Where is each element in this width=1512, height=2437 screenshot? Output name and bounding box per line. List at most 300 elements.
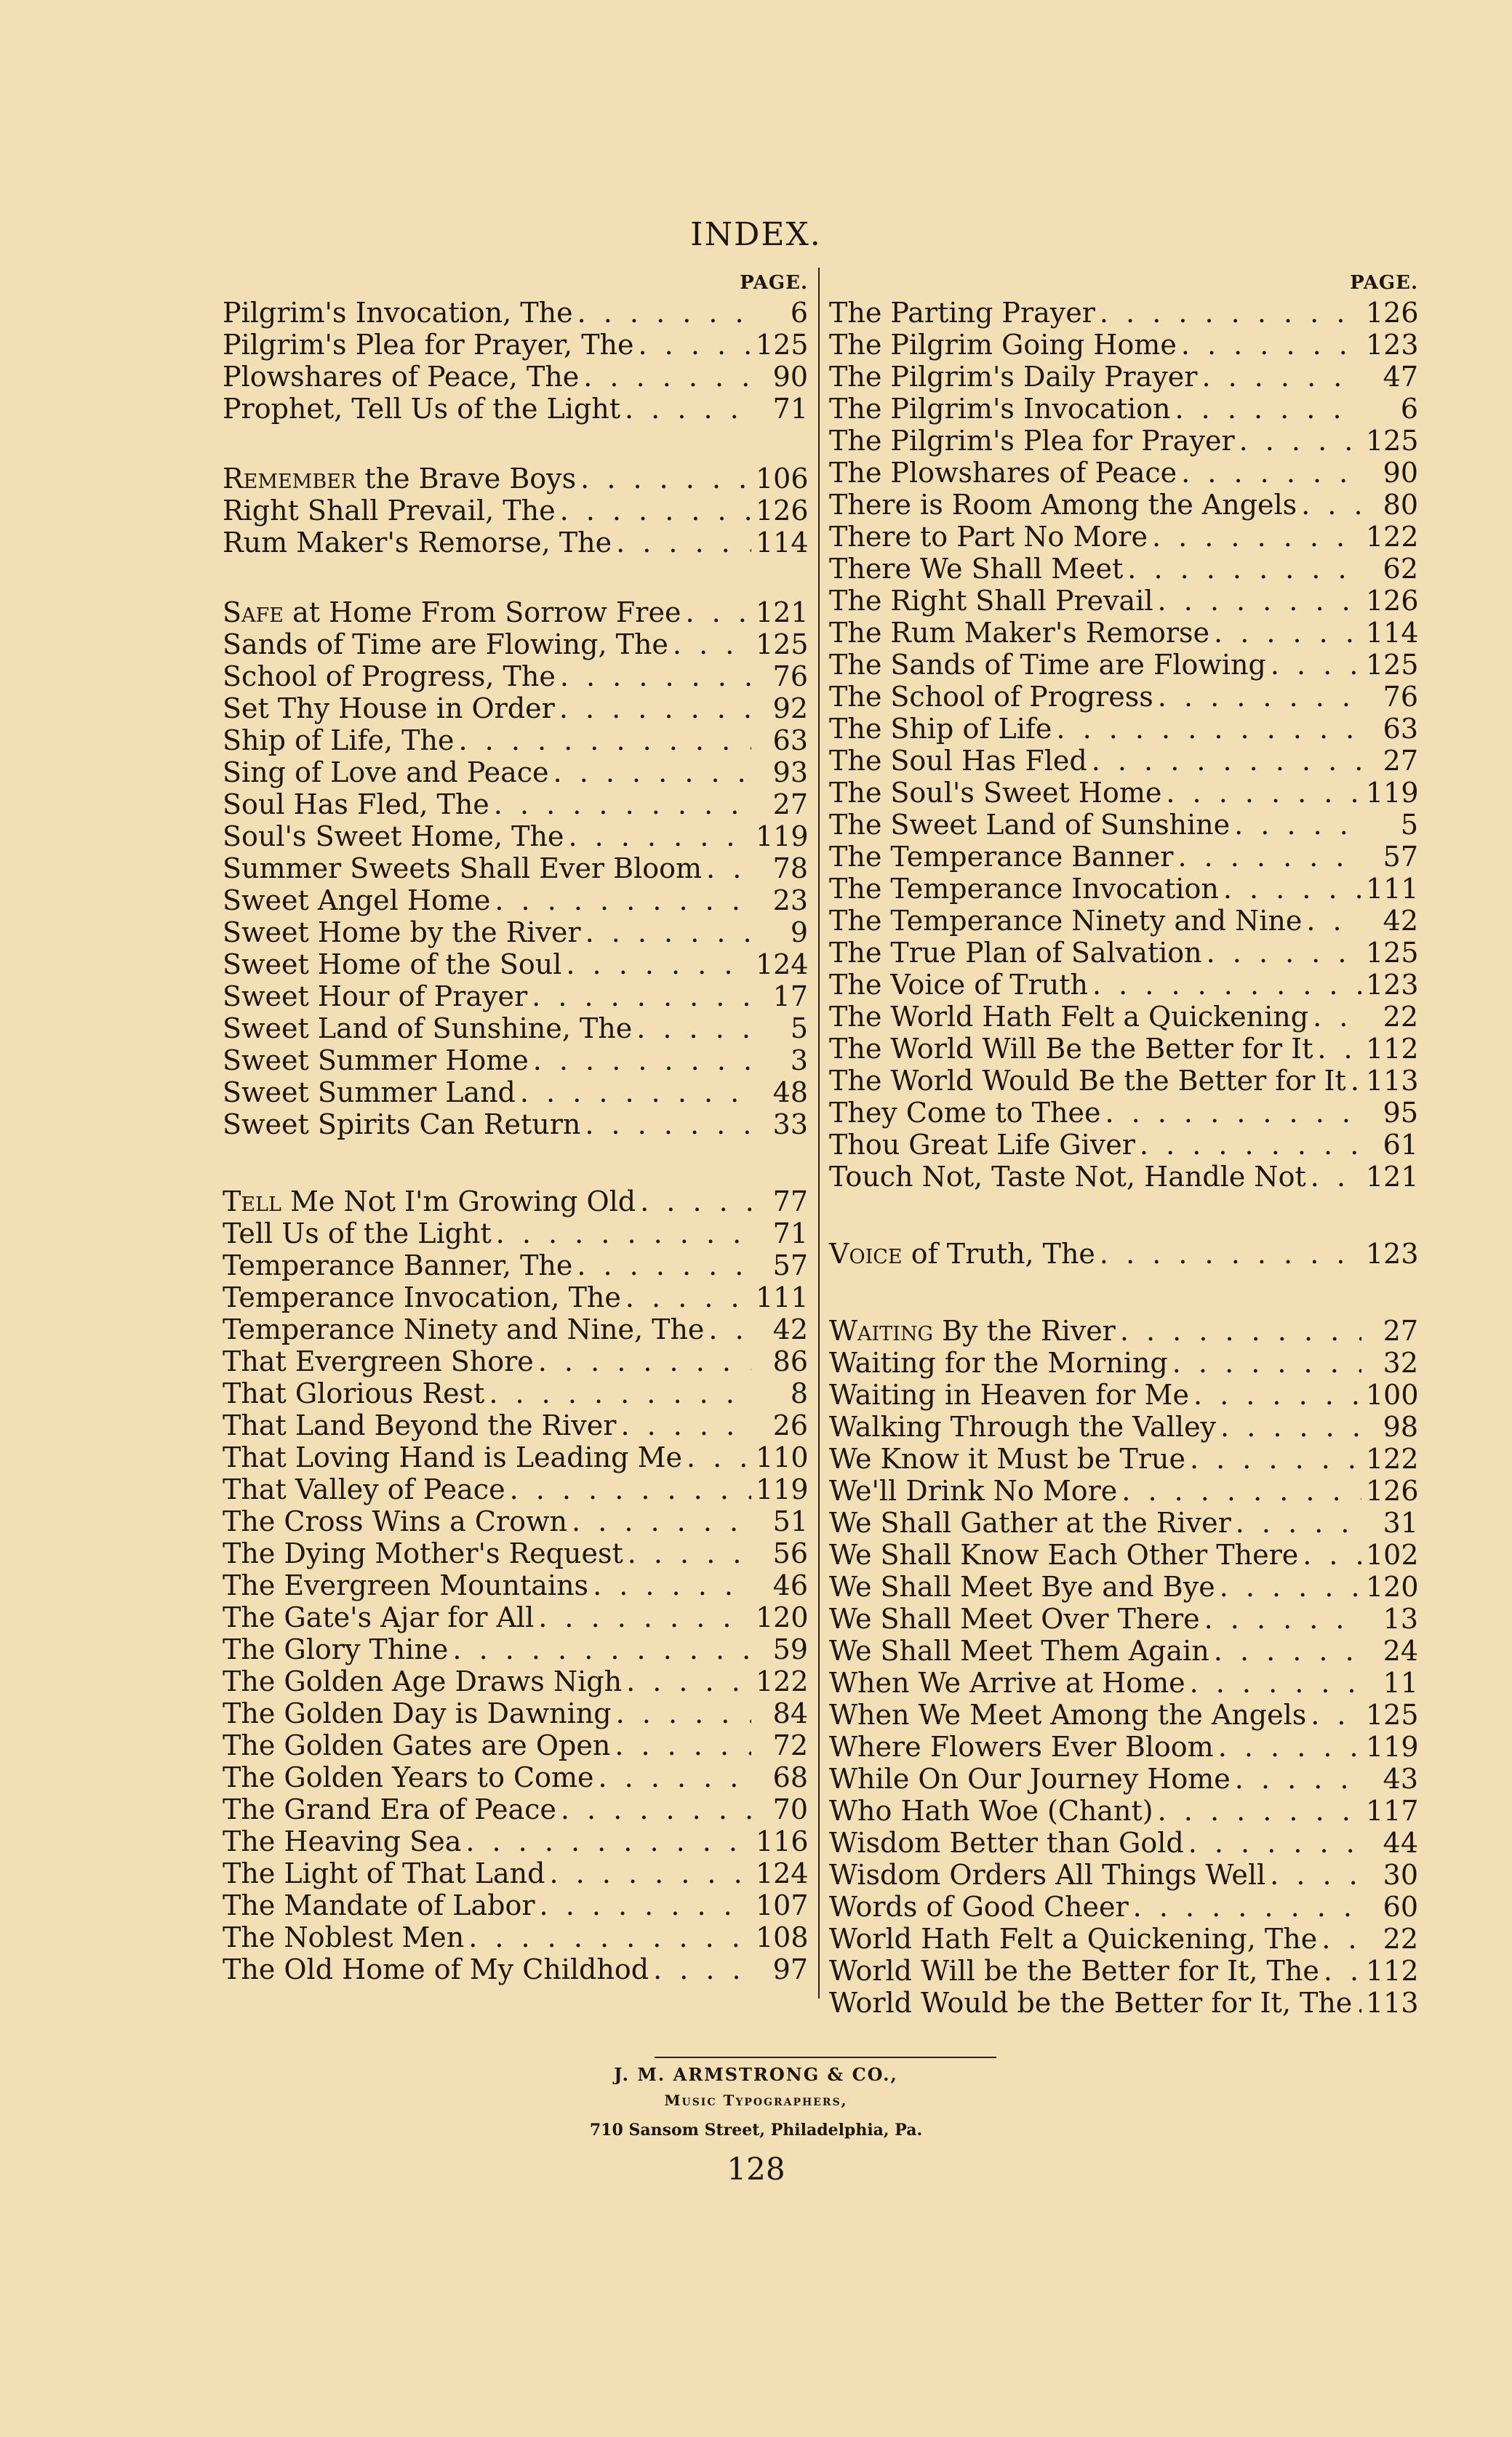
dot-leader bbox=[1120, 1315, 1361, 1347]
index-entry bbox=[829, 777, 1418, 809]
entry-title: Temperance Ninety and Nine, The bbox=[223, 1313, 705, 1345]
index-entry bbox=[223, 1313, 808, 1345]
index-entry bbox=[829, 649, 1418, 681]
index-entry bbox=[829, 1859, 1418, 1891]
index-entry bbox=[223, 1281, 808, 1313]
index-entry bbox=[829, 1097, 1418, 1129]
dot-leader bbox=[1214, 1635, 1361, 1667]
entry-page: 111 bbox=[1366, 873, 1419, 905]
dot-leader bbox=[496, 1217, 751, 1249]
dot-leader bbox=[577, 297, 751, 329]
index-entry bbox=[829, 329, 1418, 361]
dot-leader bbox=[1270, 1859, 1361, 1891]
entry-page: 123 bbox=[1366, 969, 1419, 1001]
entry-page: 42 bbox=[1383, 905, 1418, 937]
index-entry bbox=[223, 329, 808, 361]
index-entry bbox=[829, 713, 1418, 745]
printer-name: J. M. ARMSTRONG & CO., bbox=[614, 2064, 898, 2085]
entry-page: 114 bbox=[1366, 617, 1419, 649]
entry-page: 122 bbox=[1366, 521, 1419, 553]
index-group bbox=[223, 596, 808, 1140]
entry-title: Pilgrim's Invocation, The bbox=[223, 297, 573, 329]
entry-title: That Glorious Rest bbox=[223, 1377, 485, 1409]
entry-page: 122 bbox=[756, 1665, 809, 1697]
entry-page: 107 bbox=[756, 1889, 809, 1921]
dot-leader bbox=[1181, 457, 1361, 489]
entry-title: That Evergreen Shore bbox=[223, 1345, 534, 1377]
entry-title: The Temperance Ninety and Nine bbox=[829, 905, 1303, 937]
dot-leader bbox=[1220, 1411, 1361, 1443]
entry-title: The Cross Wins a Crown bbox=[223, 1505, 568, 1537]
entry-title: The Heaving Sea bbox=[223, 1825, 462, 1857]
index-entry bbox=[829, 681, 1418, 713]
entry-title: We Shall Know Each Other There bbox=[829, 1539, 1299, 1571]
dot-leader bbox=[585, 916, 751, 948]
dot-leader bbox=[520, 1076, 751, 1108]
index-entry bbox=[829, 1795, 1418, 1827]
entry-title: The Pilgrim's Daily Prayer bbox=[829, 361, 1198, 393]
dot-leader bbox=[1166, 777, 1361, 809]
dot-leader bbox=[1214, 617, 1361, 649]
entry-page: 126 bbox=[1366, 297, 1419, 329]
entry-page: 125 bbox=[1366, 425, 1419, 457]
dot-leader bbox=[706, 852, 751, 884]
dot-leader bbox=[580, 463, 751, 495]
dot-leader bbox=[1321, 1923, 1361, 1955]
index-entry bbox=[223, 1108, 808, 1140]
entry-page: 71 bbox=[772, 393, 808, 425]
entry-title: The Golden Age Draws Nigh bbox=[223, 1665, 623, 1697]
entry-title: The Sweet Land of Sunshine bbox=[829, 809, 1231, 841]
index-entry bbox=[829, 937, 1418, 969]
dot-leader bbox=[673, 628, 751, 660]
index-entry bbox=[223, 361, 808, 393]
entry-title: We Shall Gather at the River bbox=[829, 1507, 1231, 1539]
entry-page: 68 bbox=[772, 1761, 808, 1793]
entry-title: That Land Beyond the River bbox=[223, 1409, 617, 1441]
entry-title: Sands of Time are Flowing, The bbox=[223, 628, 668, 660]
entry-page: 119 bbox=[1366, 777, 1419, 809]
entry-title: The Dying Mother's Request bbox=[223, 1537, 623, 1569]
index-group bbox=[223, 463, 808, 559]
entry-title: The Mandate of Labor bbox=[223, 1889, 535, 1921]
entry-title: Sweet Summer Land bbox=[223, 1076, 516, 1108]
entry-page: 122 bbox=[1366, 1443, 1419, 1475]
entry-page: 27 bbox=[772, 788, 808, 820]
entry-page: 13 bbox=[1383, 1603, 1418, 1635]
dot-leader bbox=[559, 692, 751, 724]
dot-leader bbox=[1207, 937, 1361, 969]
entry-title: We'll Drink No More bbox=[829, 1475, 1118, 1507]
entry-page: 126 bbox=[1366, 585, 1419, 617]
entry-page: 108 bbox=[756, 1921, 809, 1953]
dot-leader bbox=[640, 1185, 751, 1217]
dot-leader bbox=[1239, 425, 1361, 457]
entry-title: Pilgrim's Plea for Prayer, The bbox=[223, 329, 634, 361]
index-entry bbox=[223, 1793, 808, 1825]
entry-page: 121 bbox=[1366, 1161, 1419, 1193]
entry-title: Voice of Truth, The bbox=[829, 1238, 1095, 1270]
dot-leader bbox=[495, 884, 751, 916]
index-entry bbox=[829, 1475, 1418, 1507]
dot-leader bbox=[489, 1377, 751, 1409]
dot-leader bbox=[639, 329, 751, 361]
index-entry bbox=[223, 1825, 808, 1857]
index-entry bbox=[223, 1953, 808, 1985]
index-group bbox=[829, 1315, 1418, 2019]
entry-page: 120 bbox=[756, 1601, 809, 1633]
entry-page: 100 bbox=[1366, 1379, 1419, 1411]
entry-page: 43 bbox=[1383, 1763, 1418, 1795]
dot-leader bbox=[1317, 1033, 1361, 1065]
dot-leader bbox=[1301, 489, 1361, 521]
dot-leader bbox=[620, 1409, 751, 1441]
entry-page: 71 bbox=[772, 1217, 808, 1249]
entry-title: Remember the Brave Boys bbox=[223, 463, 577, 495]
index-entry bbox=[829, 393, 1418, 425]
index-entry bbox=[223, 1076, 808, 1108]
index-entry bbox=[223, 660, 808, 692]
entry-page: 123 bbox=[1366, 1238, 1419, 1270]
dot-leader bbox=[1235, 1763, 1361, 1795]
dot-leader bbox=[1158, 681, 1361, 713]
dot-leader bbox=[459, 724, 752, 756]
entry-page: 5 bbox=[790, 1012, 808, 1044]
entry-title: The Temperance Invocation bbox=[829, 873, 1219, 905]
index-entry bbox=[223, 463, 808, 495]
page-title: INDEX. bbox=[690, 216, 822, 253]
entry-page: 114 bbox=[756, 527, 809, 559]
entry-page: 59 bbox=[772, 1633, 808, 1665]
dot-leader bbox=[625, 393, 751, 425]
index-entry bbox=[223, 1441, 808, 1473]
entry-title: Tell Us of the Light bbox=[223, 1217, 492, 1249]
dot-leader bbox=[1351, 1065, 1361, 1097]
index-entry bbox=[829, 1763, 1418, 1795]
entry-title: The Evergreen Mountains bbox=[223, 1569, 589, 1601]
entry-title: The Golden Gates are Open bbox=[223, 1729, 611, 1761]
index-entry bbox=[223, 393, 808, 425]
dot-leader bbox=[538, 1601, 751, 1633]
index-entry bbox=[829, 1161, 1418, 1193]
dot-leader bbox=[636, 1012, 751, 1044]
entry-page: 3 bbox=[790, 1044, 808, 1076]
dot-leader bbox=[1236, 1507, 1361, 1539]
index-entry bbox=[223, 1217, 808, 1249]
entry-page: 57 bbox=[772, 1249, 808, 1281]
dot-leader bbox=[1188, 1827, 1361, 1859]
dot-leader bbox=[615, 1729, 751, 1761]
index-entry bbox=[829, 1065, 1418, 1097]
entry-title: We Shall Meet Bye and Bye bbox=[829, 1571, 1215, 1603]
index-entry bbox=[829, 425, 1418, 457]
entry-page: 57 bbox=[1383, 841, 1418, 873]
index-entry bbox=[829, 1731, 1418, 1763]
index-entry bbox=[223, 788, 808, 820]
entry-title: Soul Has Fled, The bbox=[223, 788, 489, 820]
entry-title: The Gate's Ajar for All bbox=[223, 1601, 535, 1633]
index-entry bbox=[829, 297, 1418, 329]
dot-leader bbox=[1324, 1955, 1361, 1987]
entry-title: Plowshares of Peace, The bbox=[223, 361, 580, 393]
index-entry bbox=[223, 948, 808, 980]
index-group bbox=[829, 1238, 1418, 1270]
index-entry bbox=[223, 852, 808, 884]
index-entry bbox=[223, 1377, 808, 1409]
dot-leader bbox=[560, 495, 751, 527]
dot-leader bbox=[468, 1921, 751, 1953]
index-group bbox=[223, 1185, 808, 1985]
entry-page: 77 bbox=[772, 1185, 808, 1217]
dot-leader bbox=[628, 1537, 751, 1569]
dot-leader bbox=[510, 1473, 751, 1505]
entry-title: Sweet Hour of Prayer bbox=[223, 980, 528, 1012]
entry-title: Thou Great Life Giver bbox=[829, 1129, 1135, 1161]
entry-page: 6 bbox=[1400, 393, 1418, 425]
index-group bbox=[223, 297, 808, 425]
entry-page: 123 bbox=[1366, 329, 1419, 361]
index-entry bbox=[829, 1347, 1418, 1379]
dot-leader bbox=[568, 820, 751, 852]
entry-title: Temperance Invocation, The bbox=[223, 1281, 621, 1313]
entry-page: 98 bbox=[1383, 1411, 1418, 1443]
entry-title: The Sands of Time are Flowing bbox=[829, 649, 1266, 681]
index-entry bbox=[829, 1891, 1418, 1923]
entry-page: 56 bbox=[772, 1537, 808, 1569]
dot-leader bbox=[566, 948, 751, 980]
entry-page: 113 bbox=[1366, 1065, 1419, 1097]
entry-title: Touch Not, Taste Not, Handle Not bbox=[829, 1161, 1306, 1193]
entry-title: Sweet Home by the River bbox=[223, 916, 581, 948]
dot-leader bbox=[1092, 745, 1361, 777]
index-entry bbox=[829, 1635, 1418, 1667]
entry-page: 32 bbox=[1383, 1347, 1418, 1379]
dot-leader bbox=[1311, 1161, 1361, 1193]
entry-title: While On Our Journey Home bbox=[829, 1763, 1231, 1795]
entry-title: Walking Through the Valley bbox=[829, 1411, 1217, 1443]
entry-title: Sweet Spirits Can Return bbox=[223, 1108, 581, 1140]
index-entry bbox=[829, 489, 1418, 521]
index-entry bbox=[223, 980, 808, 1012]
entry-title: The World Would Be the Better for It bbox=[829, 1065, 1346, 1097]
entry-title: The Noblest Men bbox=[223, 1921, 465, 1953]
dot-leader bbox=[1127, 553, 1361, 585]
dot-leader bbox=[1356, 1987, 1361, 2019]
dot-leader bbox=[560, 660, 751, 692]
entry-page: 24 bbox=[1383, 1635, 1418, 1667]
entry-title: Sweet Summer Home bbox=[223, 1044, 529, 1076]
entry-title: The Glory Thine bbox=[223, 1633, 449, 1665]
entry-title: Where Flowers Ever Bloom bbox=[829, 1731, 1214, 1763]
entry-title: Words of Good Cheer bbox=[829, 1891, 1129, 1923]
index-entry bbox=[829, 1603, 1418, 1635]
entry-page: 117 bbox=[1366, 1795, 1419, 1827]
entry-title: Set Thy House in Order bbox=[223, 692, 555, 724]
entry-title: The Soul Has Fled bbox=[829, 745, 1087, 777]
entry-title: The Parting Prayer bbox=[829, 297, 1095, 329]
entry-page: 27 bbox=[1383, 745, 1418, 777]
index-entry bbox=[829, 1667, 1418, 1699]
index-entry bbox=[223, 527, 808, 559]
dot-leader bbox=[1121, 1475, 1361, 1507]
entry-title: The Pilgrim's Plea for Prayer bbox=[829, 425, 1235, 457]
dot-leader bbox=[1175, 393, 1361, 425]
entry-page: 62 bbox=[1383, 553, 1418, 585]
entry-title: The Golden Day is Dawning bbox=[223, 1697, 612, 1729]
dot-leader bbox=[1158, 585, 1362, 617]
entry-title: The Grand Era of Peace bbox=[223, 1793, 556, 1825]
entry-title: World Would be the Better for It, The bbox=[829, 1987, 1353, 2019]
entry-title: The Soul's Sweet Home bbox=[829, 777, 1162, 809]
entry-title: The Old Home of My Childhod bbox=[223, 1953, 649, 1985]
entry-page: 126 bbox=[1366, 1475, 1419, 1507]
entry-title: The Temperance Banner bbox=[829, 841, 1174, 873]
entry-page: 95 bbox=[1383, 1097, 1418, 1129]
index-entry bbox=[223, 1857, 808, 1889]
index-entry bbox=[223, 1601, 808, 1633]
entry-page: 33 bbox=[772, 1108, 808, 1140]
entry-page: 102 bbox=[1366, 1539, 1419, 1571]
page-column-header: PAGE. bbox=[740, 272, 808, 294]
index-entry bbox=[829, 457, 1418, 489]
entry-title: The Right Shall Prevail bbox=[829, 585, 1153, 617]
entry-title: We Know it Must be True bbox=[829, 1443, 1185, 1475]
dot-leader bbox=[465, 1825, 751, 1857]
entry-title: The True Plan of Salvation bbox=[829, 937, 1202, 969]
index-entry bbox=[223, 1889, 808, 1921]
index-entry bbox=[223, 1697, 808, 1729]
entry-page: 60 bbox=[1383, 1891, 1418, 1923]
dot-leader bbox=[1234, 809, 1361, 841]
entry-page: 48 bbox=[772, 1076, 808, 1108]
index-entry bbox=[829, 809, 1418, 841]
dot-leader bbox=[1271, 649, 1361, 681]
index-entry bbox=[829, 745, 1418, 777]
dot-leader bbox=[599, 1761, 751, 1793]
footer-rule bbox=[655, 2057, 996, 2058]
dot-leader bbox=[1306, 905, 1361, 937]
entry-page: 80 bbox=[1383, 489, 1418, 521]
dot-leader bbox=[532, 980, 751, 1012]
entry-title: The World Hath Felt a Quickening bbox=[829, 1001, 1309, 1033]
index-entry bbox=[223, 596, 808, 628]
dot-leader bbox=[1303, 1539, 1361, 1571]
entry-title: World Will be the Better for It, The bbox=[829, 1955, 1319, 1987]
entry-page: 17 bbox=[772, 980, 808, 1012]
entry-page: 119 bbox=[756, 820, 809, 852]
index-left-column bbox=[223, 269, 808, 1985]
entry-title: When We Arrive at Home bbox=[829, 1667, 1185, 1699]
index-entry bbox=[829, 1238, 1418, 1270]
entry-title: The World Will Be the Better for It bbox=[829, 1033, 1313, 1065]
entry-page: 92 bbox=[772, 692, 808, 724]
dot-leader bbox=[577, 1249, 751, 1281]
entry-title: That Valley of Peace bbox=[223, 1473, 505, 1505]
entry-title: School of Progress, The bbox=[223, 660, 556, 692]
index-entry bbox=[223, 916, 808, 948]
entry-title: Waiting By the River bbox=[829, 1315, 1116, 1347]
entry-title: The Light of That Land bbox=[223, 1857, 545, 1889]
index-entry bbox=[223, 724, 808, 756]
dot-leader bbox=[494, 788, 751, 820]
entry-title: Sing of Love and Peace bbox=[223, 756, 549, 788]
entry-page: 22 bbox=[1383, 1923, 1418, 1955]
page-number: 128 bbox=[727, 2151, 785, 2187]
index-entry bbox=[829, 1987, 1418, 2019]
entry-page: 125 bbox=[756, 628, 809, 660]
entry-page: 116 bbox=[756, 1825, 809, 1857]
entry-page: 119 bbox=[756, 1473, 809, 1505]
entry-title: Sweet Home of the Soul bbox=[223, 948, 562, 980]
entry-title: Safe at Home From Sorrow Free bbox=[223, 596, 681, 628]
index-right-column bbox=[829, 269, 1418, 2019]
entry-page: 125 bbox=[1366, 649, 1419, 681]
entry-page: 27 bbox=[1383, 1315, 1418, 1347]
index-entry bbox=[829, 1443, 1418, 1475]
index-entry bbox=[829, 1827, 1418, 1859]
entry-page: 110 bbox=[756, 1441, 809, 1473]
column-divider bbox=[818, 268, 820, 1998]
index-entry bbox=[223, 1537, 808, 1569]
entry-title: We Shall Meet Them Again bbox=[829, 1635, 1209, 1667]
dot-leader bbox=[1181, 329, 1361, 361]
dot-leader bbox=[687, 1441, 751, 1473]
index-entry bbox=[829, 1033, 1418, 1065]
index-entry bbox=[829, 361, 1418, 393]
entry-page: 63 bbox=[1383, 713, 1418, 745]
index-entry bbox=[829, 1923, 1418, 1955]
dot-leader bbox=[1172, 1347, 1361, 1379]
entry-page: 76 bbox=[1383, 681, 1418, 713]
dot-leader bbox=[1056, 713, 1361, 745]
index-entry bbox=[829, 1955, 1418, 1987]
entry-title: The Ship of Life bbox=[829, 713, 1052, 745]
index-entry bbox=[223, 1249, 808, 1281]
entry-page: 11 bbox=[1383, 1667, 1418, 1699]
entry-title: Summer Sweets Shall Ever Bloom bbox=[223, 852, 703, 884]
entry-page: 126 bbox=[756, 495, 809, 527]
dot-leader bbox=[1177, 841, 1361, 873]
index-entry bbox=[829, 873, 1418, 905]
entry-title: Tell Me Not I'm Growing Old bbox=[223, 1185, 636, 1217]
entry-page: 93 bbox=[772, 756, 808, 788]
entry-page: 8 bbox=[790, 1377, 808, 1409]
dot-leader bbox=[1133, 1891, 1361, 1923]
index-entry bbox=[829, 521, 1418, 553]
dot-leader bbox=[583, 361, 751, 393]
entry-page: 121 bbox=[756, 596, 809, 628]
dot-leader bbox=[1311, 1699, 1361, 1731]
entry-page: 119 bbox=[1366, 1731, 1419, 1763]
dot-leader bbox=[708, 1313, 751, 1345]
index-entry bbox=[223, 1409, 808, 1441]
dot-leader bbox=[616, 1697, 751, 1729]
entry-title: Waiting for the Morning bbox=[829, 1347, 1168, 1379]
dot-leader bbox=[553, 756, 751, 788]
entry-title: They Come to Thee bbox=[829, 1097, 1101, 1129]
index-entry bbox=[223, 756, 808, 788]
entry-title: There We Shall Meet bbox=[829, 553, 1124, 585]
index-entry bbox=[829, 1507, 1418, 1539]
entry-title: Sweet Land of Sunshine, The bbox=[223, 1012, 633, 1044]
dot-leader bbox=[561, 1793, 751, 1825]
entry-page: 84 bbox=[772, 1697, 808, 1729]
index-entry bbox=[829, 1001, 1418, 1033]
entry-page: 31 bbox=[1383, 1507, 1418, 1539]
entry-title: Waiting in Heaven for Me bbox=[829, 1379, 1189, 1411]
dot-leader bbox=[616, 527, 751, 559]
index-entry bbox=[223, 692, 808, 724]
